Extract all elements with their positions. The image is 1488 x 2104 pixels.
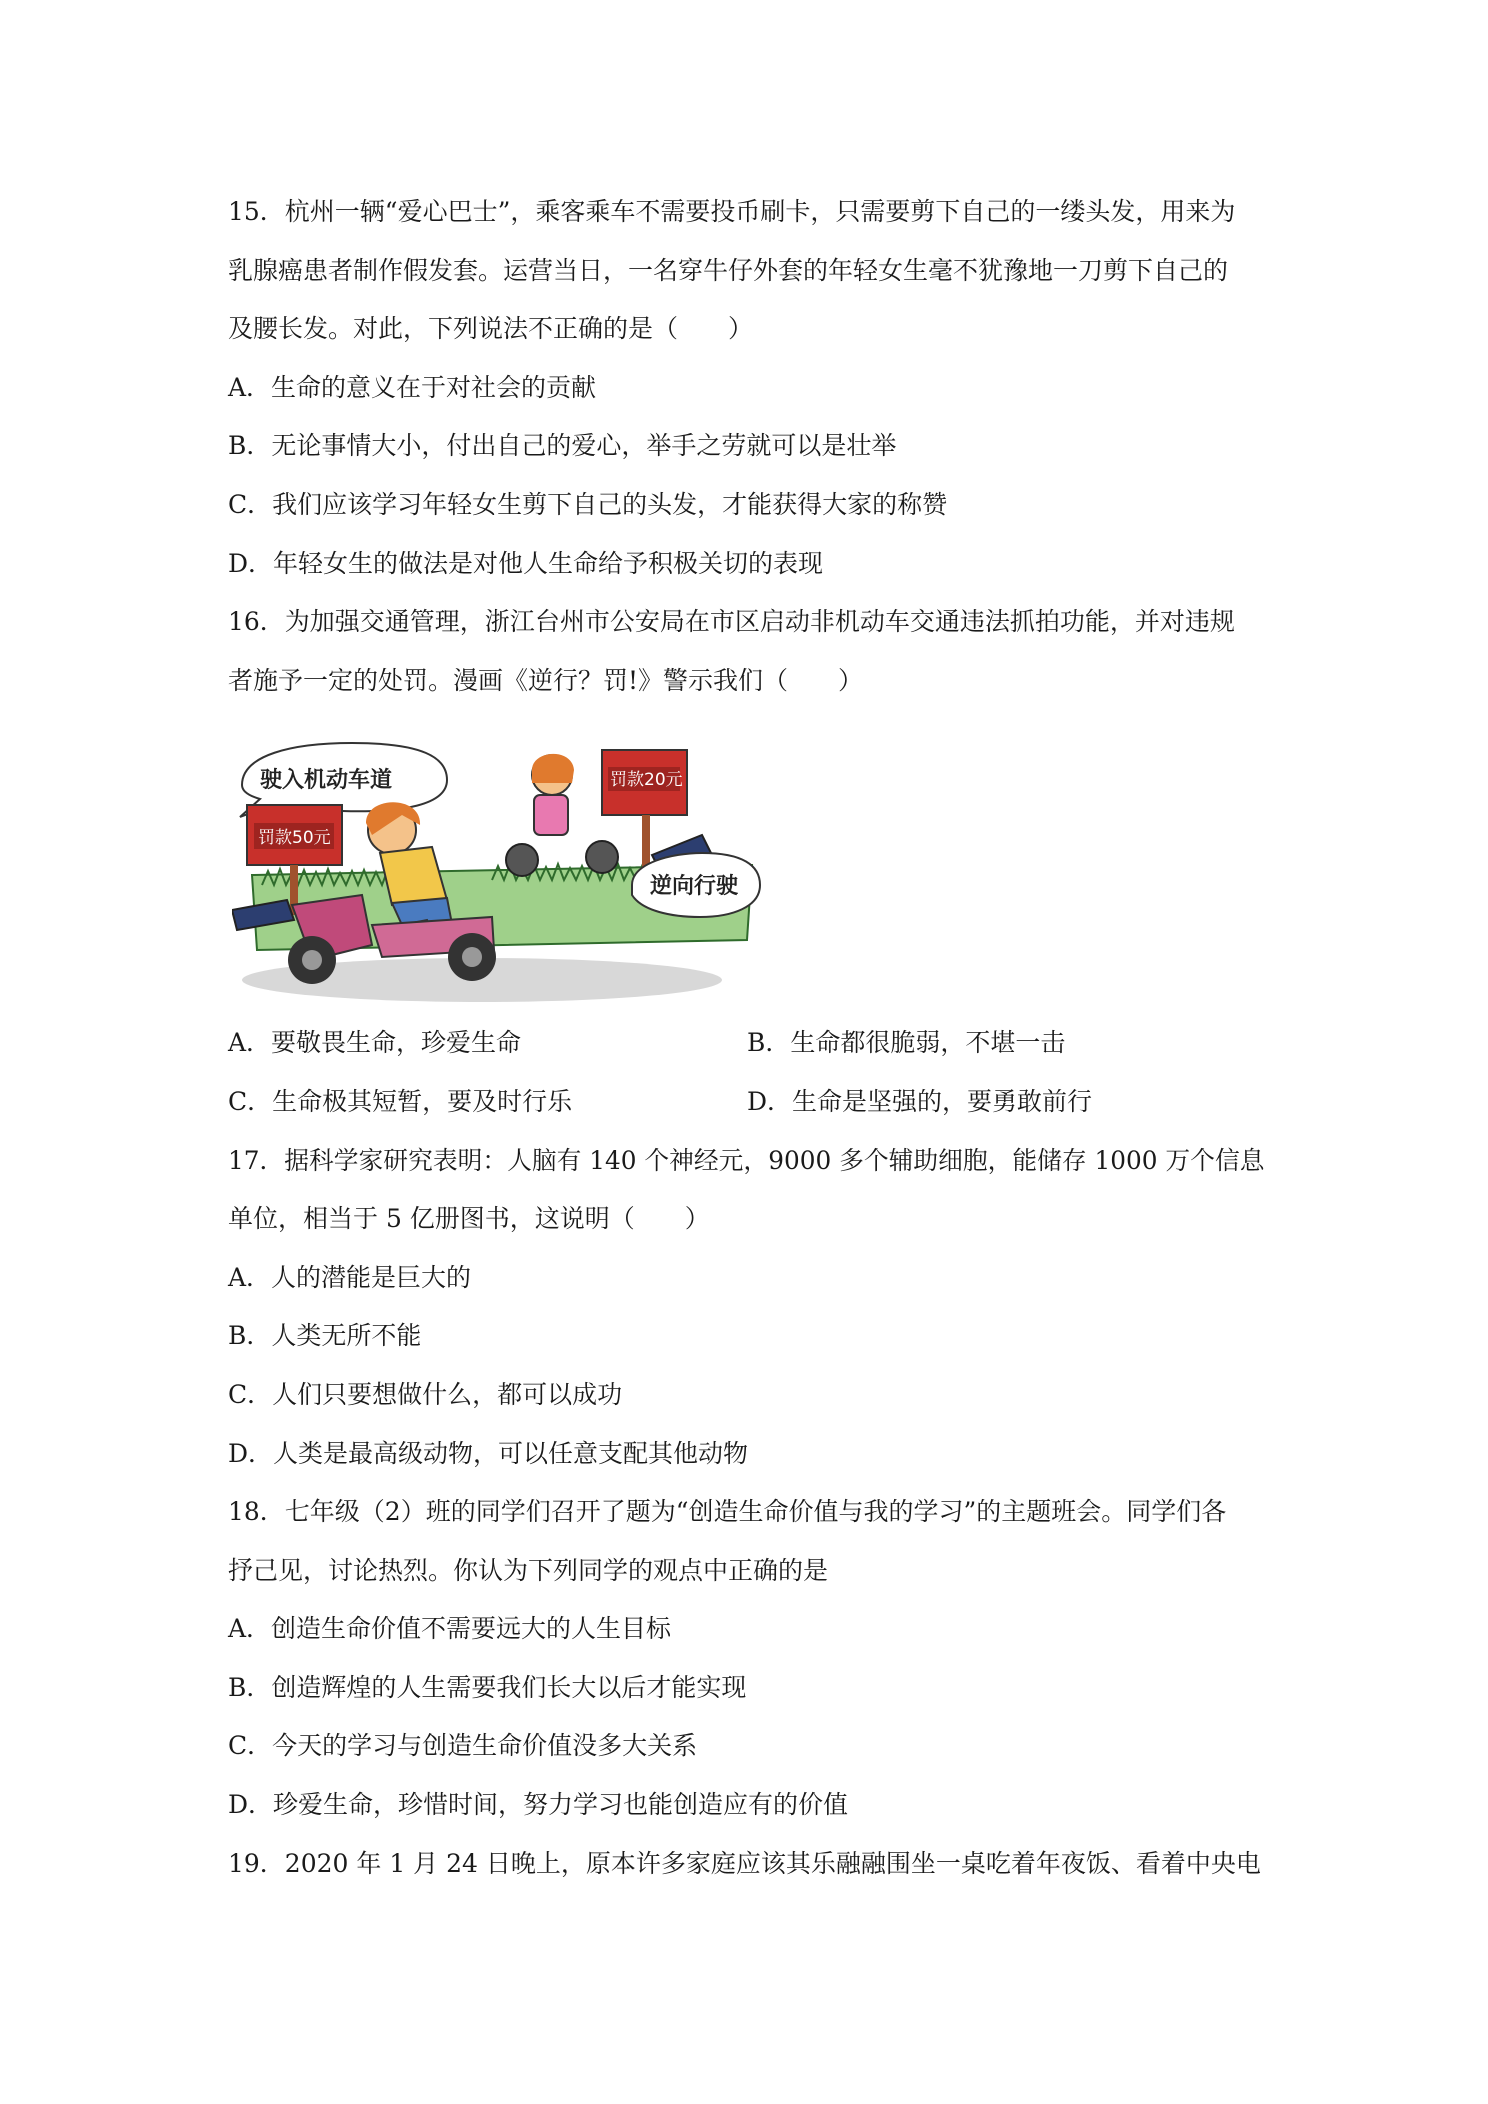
bubble-right-text: 逆向行驶 xyxy=(650,874,739,899)
q18-stem-line-2: 抒己见，讨论热烈。你认为下列同学的观点中正确的是 xyxy=(228,1556,829,1585)
scooter-hub-back xyxy=(462,947,482,967)
q15-option-c: C．我们应该学习年轻女生剪下自己的头发，才能获得大家的称赞 xyxy=(228,490,948,519)
q16-stem-line-1: 16．为加强交通管理，浙江台州市公安局在市区启动非机动车交通违法抓拍功能，并对违规 xyxy=(228,607,1235,636)
q15-option-d: D．年轻女生的做法是对他人生命给予积极关切的表现 xyxy=(228,549,824,578)
sign-left-text: 罚款50元 xyxy=(258,828,331,848)
q17-option-c: C．人们只要想做什么，都可以成功 xyxy=(228,1380,623,1409)
sign-right-pole xyxy=(642,815,650,870)
q17-option-d: D．人类是最高级动物，可以任意支配其他动物 xyxy=(228,1439,749,1468)
q16-option-d: D．生命是坚强的，要勇敢前行 xyxy=(747,1087,1093,1116)
q16-option-c: C．生命极其短暂，要及时行乐 xyxy=(228,1087,573,1116)
girl-hair xyxy=(532,754,574,783)
girl-wheel-back xyxy=(506,844,538,876)
woman-shirt xyxy=(380,847,447,905)
q15-stem-line-1: 15．杭州一辆“爱心巴士”，乘客乘车不需要投币刷卡，只需要剪下自己的一缕头发，用来为 xyxy=(228,197,1236,226)
q18-option-c: C．今天的学习与创造生命价值没多大关系 xyxy=(228,1731,698,1760)
q18-option-a: A．创造生命价值不需要远大的人生目标 xyxy=(228,1614,672,1643)
q19-stem-line-1: 19．2020 年 1 月 24 日晚上，原本许多家庭应该其乐融融围坐一桌吃着年夜饭、看着中央电 xyxy=(228,1849,1261,1878)
q15-stem-line-3: 及腰长发。对此，下列说法不正确的是（ ） xyxy=(228,314,754,343)
girl-shirt xyxy=(534,795,568,835)
q18-option-d: D．珍爱生命，珍惜时间，努力学习也能创造应有的价值 xyxy=(228,1790,849,1819)
q16-option-a: A．要敬畏生命，珍爱生命 xyxy=(228,1028,522,1057)
bubble-left-text: 驶入机动车道 xyxy=(260,768,393,793)
sign-right-text: 罚款20元 xyxy=(610,770,683,790)
q15-option-a: A．生命的意义在于对社会的贡献 xyxy=(228,373,597,402)
q17-stem-line-1: 17．据科学家研究表明：人脑有 140 个神经元，9000 多个辅助细胞，能储存 1000 万个信息 xyxy=(228,1146,1265,1175)
q17-option-b: B．人类无所不能 xyxy=(228,1321,422,1350)
q18-option-b: B．创造辉煌的人生需要我们长大以后才能实现 xyxy=(228,1673,747,1702)
scooter-hub-front xyxy=(302,950,322,970)
q16-stem-line-2: 者施予一定的处罚。漫画《逆行？罚!》警示我们（ ） xyxy=(228,666,864,695)
q17-stem-line-2: 单位，相当于 5 亿册图书，这说明（ ） xyxy=(228,1204,710,1233)
girl-wheel-front xyxy=(586,841,618,873)
cartoon-illustration xyxy=(232,735,762,1005)
q18-stem-line-1: 18．七年级（2）班的同学们召开了题为“创造生命价值与我的学习”的主题班会。同学们各 xyxy=(228,1497,1227,1526)
q15-stem-line-2: 乳腺癌患者制作假发套。运营当日，一名穿牛仔外套的年轻女生毫不犹豫地一刀剪下自己的 xyxy=(228,256,1229,285)
q15-option-b: B．无论事情大小，付出自己的爱心，举手之劳就可以是壮举 xyxy=(228,431,897,460)
q17-option-a: A．人的潜能是巨大的 xyxy=(228,1263,472,1292)
q16-option-b: B．生命都很脆弱，不堪一击 xyxy=(747,1028,1066,1057)
